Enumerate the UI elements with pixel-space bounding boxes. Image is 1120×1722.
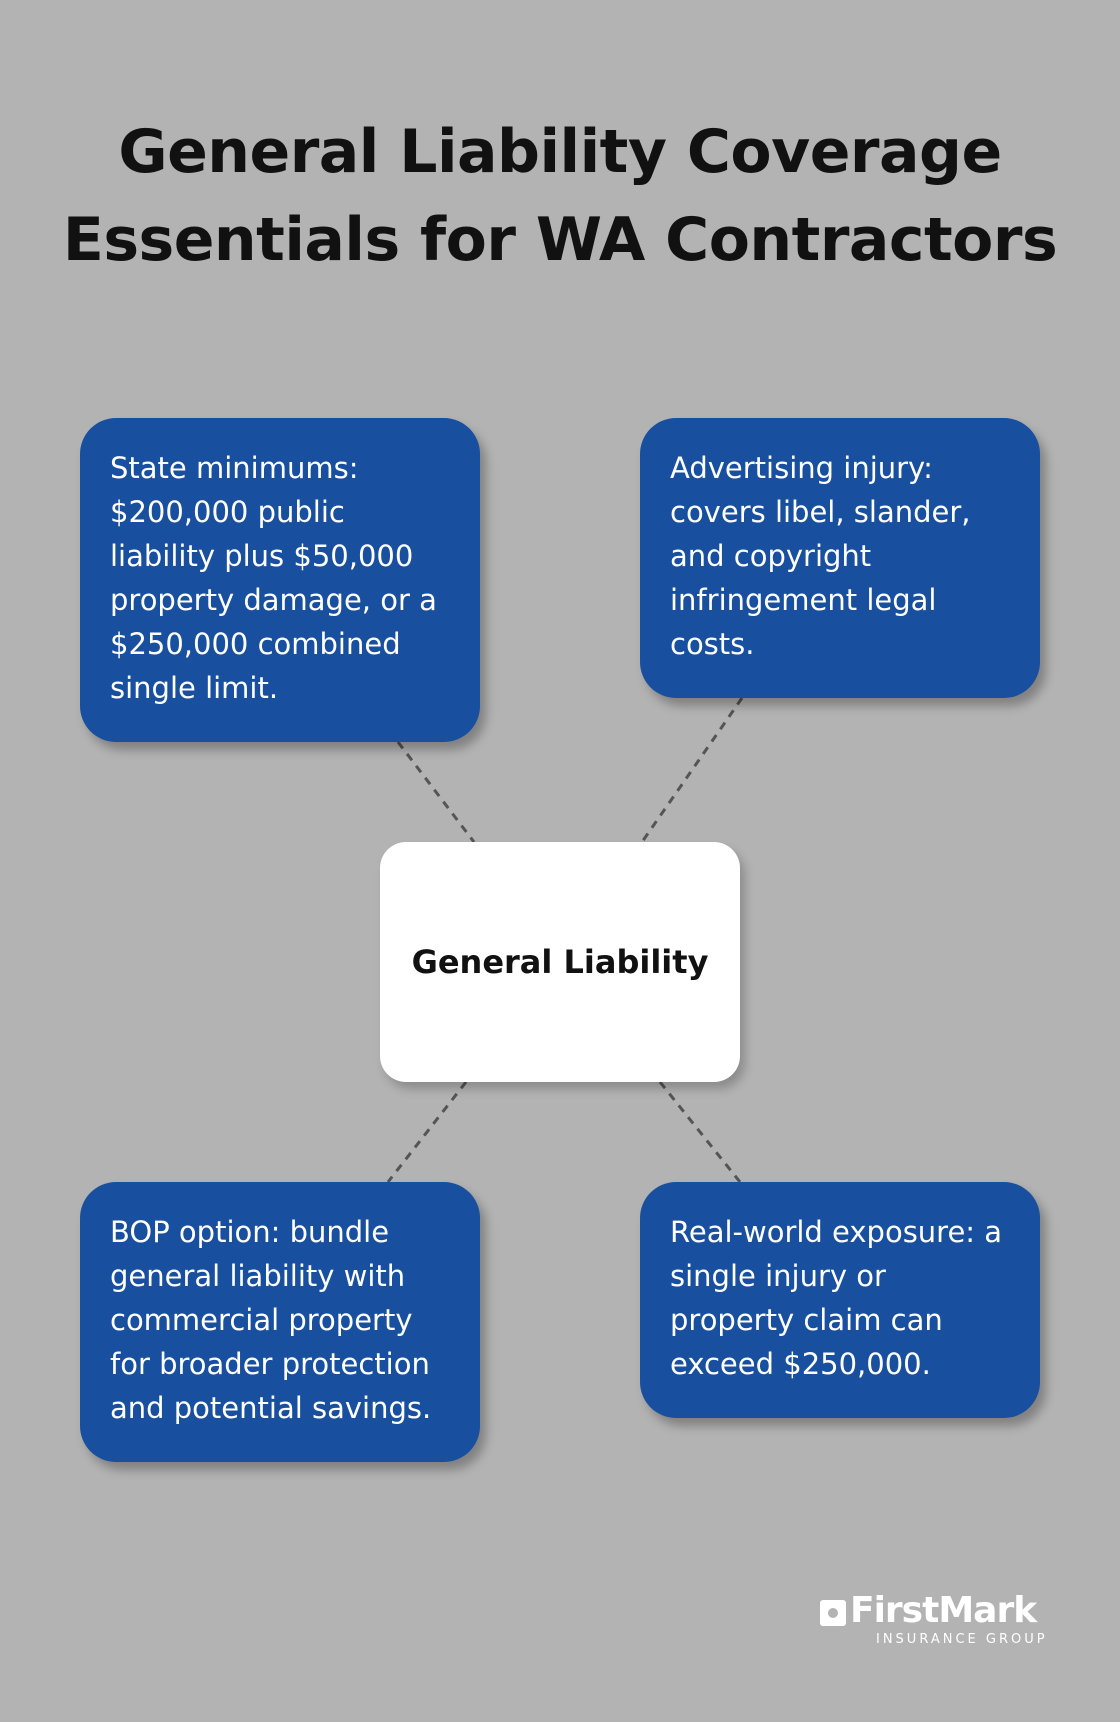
card-bop-option: BOP option: bundle general liability with commercial property for broader protection and potential savings. bbox=[80, 1182, 480, 1462]
logo-brand: FirstMark bbox=[850, 1590, 1037, 1631]
firstmark-logo bbox=[818, 1590, 1058, 1652]
connector-top-left bbox=[398, 742, 474, 842]
connector-bottom-right bbox=[660, 1082, 740, 1182]
logo-subtitle: INSURANCE GROUP bbox=[876, 1632, 1048, 1647]
title-line-1: General Liability Coverage bbox=[118, 117, 1002, 187]
logo-mark-icon bbox=[820, 1600, 846, 1626]
card-advertising-injury: Advertising injury: covers libel, slander, and copyright infringement legal costs. bbox=[640, 418, 1040, 698]
card-real-world-exposure: Real-world exposure: a single injury or property claim can exceed $250,000. bbox=[640, 1182, 1040, 1418]
connector-bottom-left bbox=[388, 1082, 466, 1182]
title-line-2: Essentials for WA Contractors bbox=[62, 205, 1058, 275]
center-label: General Liability bbox=[411, 943, 709, 981]
connector-top-right bbox=[642, 698, 742, 842]
card-state-minimums: State minimums: $200,000 public liability plus $50,000 property damage, or a $250,000 combined single limit. bbox=[80, 418, 480, 742]
center-node bbox=[380, 842, 740, 1082]
